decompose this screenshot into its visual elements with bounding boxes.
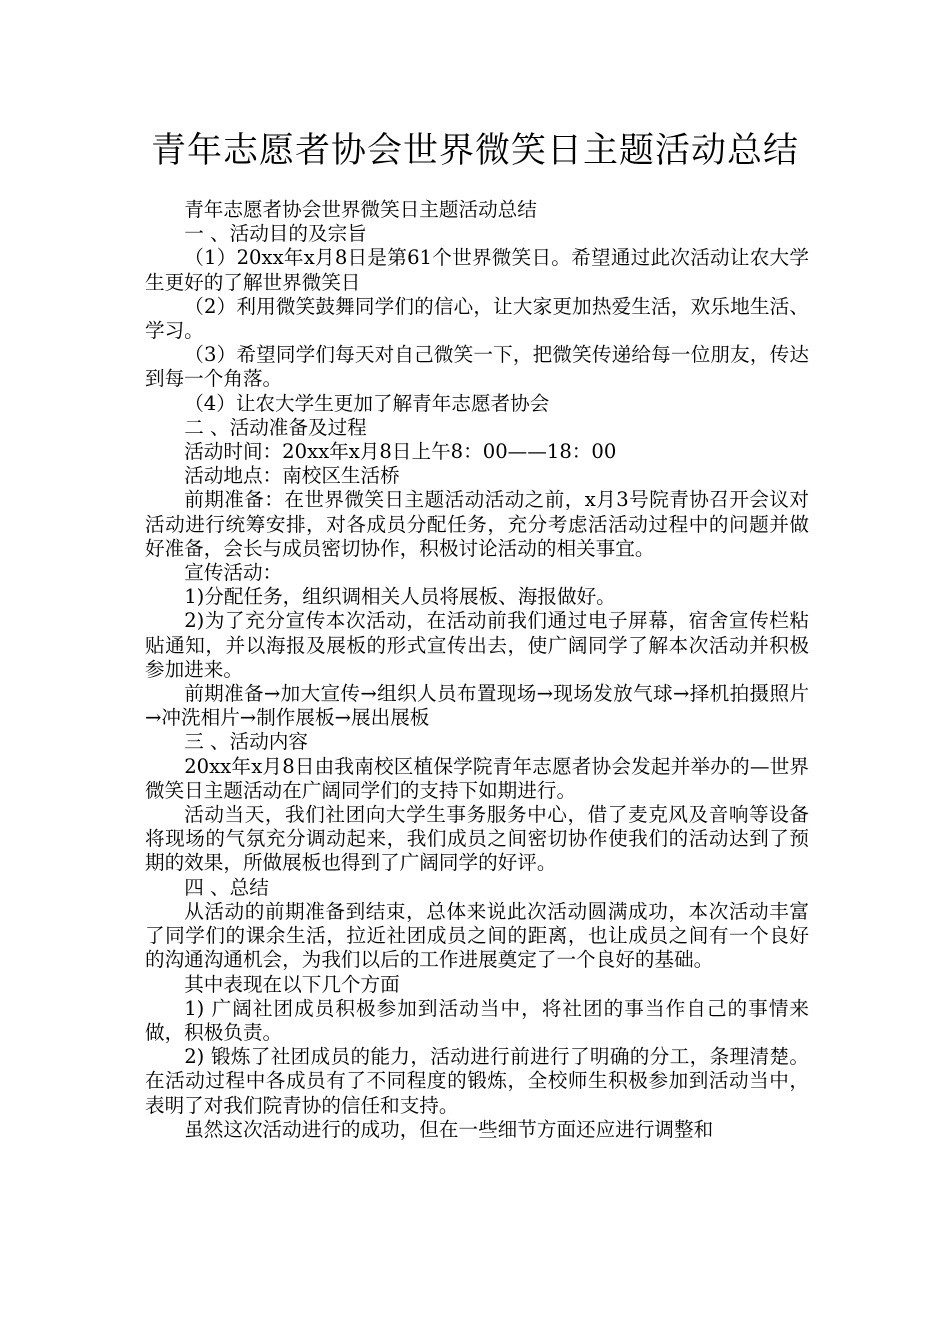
section-heading: 二 、活动准备及过程 xyxy=(184,415,367,439)
paragraph: 活动时间：20xx年x月8日上午8：00——18：00 xyxy=(184,440,617,464)
paragraph: 青年志愿者协会世界微笑日主题活动总结 xyxy=(184,198,537,221)
paragraph: 宣传活动： xyxy=(184,561,283,585)
paragraph: 1)分配任务，组织调相关人员将展板、海报做好。 xyxy=(184,585,616,609)
section-heading: 四 、总结 xyxy=(184,875,269,899)
paragraph: 2) 锻炼了社团成员的能力，活动进行前进行了明确的分工，条理清楚。在活动过程中各成员有了不同程度的锻炼，全校师生积极参加到活动当中，表明了对我们院青协的信任和支持。 xyxy=(145,1045,809,1117)
paragraph: （2）利用微笑鼓舞同学们的信心，让大家更加热爱生活，欢乐地生活、学习。 xyxy=(145,294,809,343)
paragraph: 虽然这次活动进行的成功，但在一些细节方面还应进行调整和 xyxy=(184,1117,714,1141)
paragraph: 20xx年x月8日由我南校区植保学院青年志愿者协会发起并举办的—世界微笑日主题活动在广阔同学们的支持下如期进行。 xyxy=(145,754,809,802)
paragraph: （1）20xx年x月8日是第61个世界微笑日。希望通过此次活动让农大学生更好的了解世界微笑日 xyxy=(145,246,809,294)
paragraph: 活动地点：南校区生活桥 xyxy=(184,464,400,488)
paragraph: （4）让农大学生更加了解青年志愿者协会 xyxy=(184,391,550,415)
paragraph: 活动当天，我们社团向大学生事务服务中心，借了麦克风及音响等设备将现场的气氛充分调动起来，我们成员之间密切协作使我们的活动达到了预期的效果，所做展板也得到了广阔同学的好评。 xyxy=(145,803,809,875)
paragraph: 其中表现在以下几个方面 xyxy=(184,972,400,996)
paragraph: 2)为了充分宣传本次活动，在活动前我们通过电子屏幕，宿舍宣传栏粘贴通知，并以海报及展板的形式宣传出去，使广阔同学了解本次活动并积极参加进来。 xyxy=(145,609,809,681)
document-body xyxy=(145,198,809,1142)
paragraph: 从活动的前期准备到结束，总体来说此次活动圆满成功，本次活动丰富了同学们的课余生活，拉近社团成员之间的距离，也让成员之间有一个良好的沟通沟通机会，为我们以后的工作进展奠定了一个良好的基础。 xyxy=(145,899,809,972)
section-heading: 一 、活动目的及宗旨 xyxy=(184,222,367,246)
paragraph: （3）希望同学们每天对自己微笑一下，把微笑传递给每一位朋友，传达到每一个角落。 xyxy=(145,343,809,391)
paragraph: 1) 广阔社团成员积极参加到活动当中，将社团的事当作自己的事情来做，积极负责。 xyxy=(145,996,809,1044)
section-heading: 三 、活动内容 xyxy=(184,730,308,754)
document-title: 青年志愿者协会世界微笑日主题活动总结 xyxy=(150,131,799,171)
paragraph: 前期准备：在世界微笑日主题活动活动之前，x月3号院青协召开会议对活动进行统筹安排，对各成员分配任务，充分考虑活活动过程中的问题并做好准备，会长与成员密切协作，积极讨论活动的相关事宜。 xyxy=(145,488,809,560)
paragraph: 前期准备→加大宣传→组织人员布置现场→现场发放气球→择机拍摄照片→冲洗相片→制作展板→展出展板 xyxy=(145,682,809,730)
